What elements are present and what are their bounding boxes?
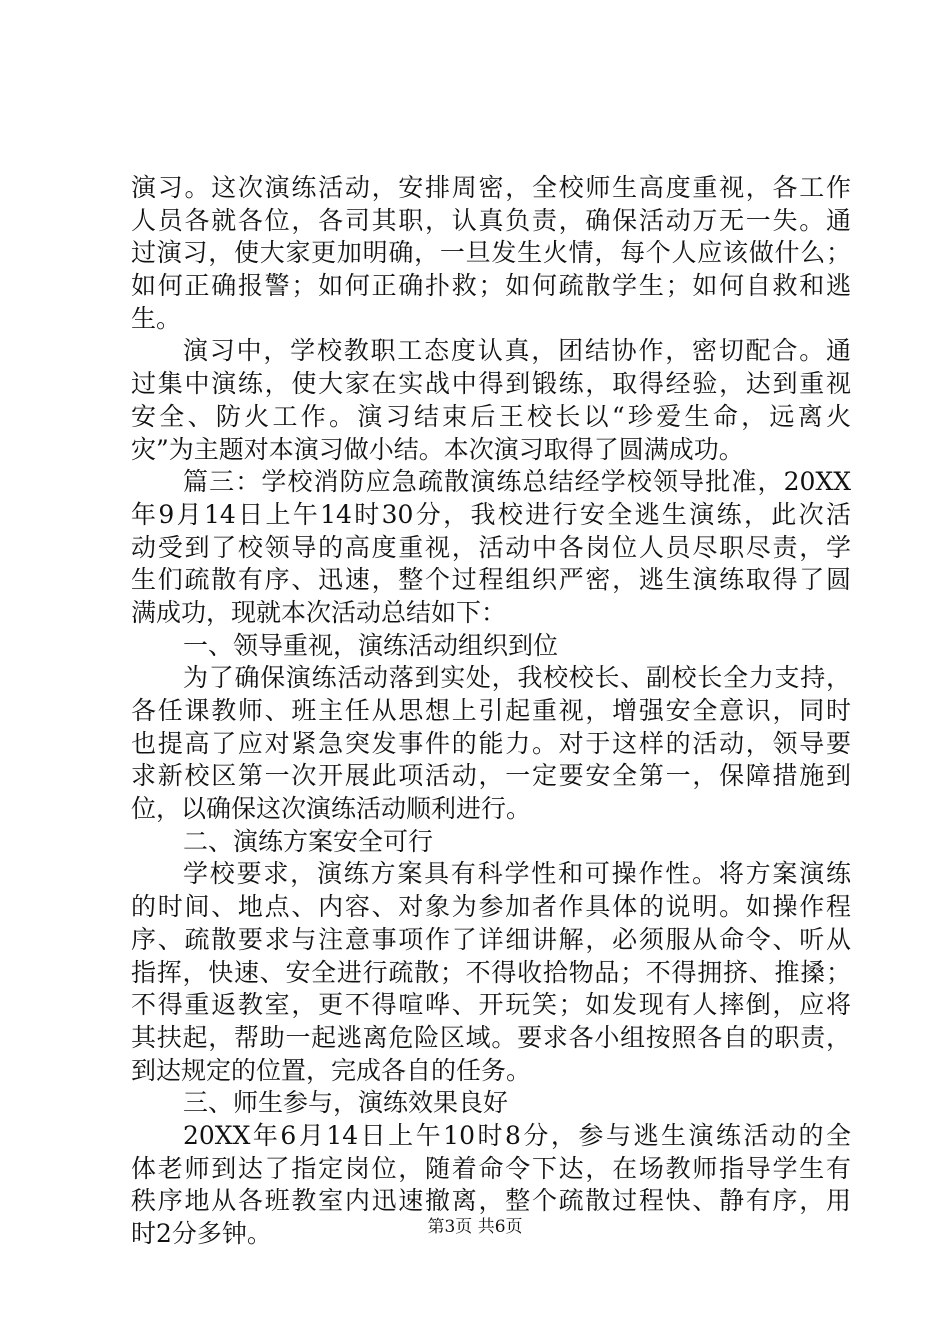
text-line: 序、疏散要求与注意事项作了详细讲解，必须服从命令、听从 (131, 924, 851, 954)
text-line: 动受到了校领导的高度重视，活动中各岗位人员尽职尽责，学 (131, 532, 851, 562)
text-line: 秩序地从各班教室内迅速撤离，整个疏散过程快、静有序，用 (131, 1186, 851, 1216)
text-line: 为了确保演练活动落到实处，我校校长、副校长全力支持， (183, 663, 851, 693)
text-line: 其扶起，帮助一起逃离危险区域。要求各小组按照各自的职责， (131, 1022, 851, 1052)
text-line: 篇三：学校消防应急疏散演练总结经学校领导批准，20XX (183, 467, 851, 497)
text-line: 安全、防火工作。演习结束后王校长以“珍爱生命，远离火 (131, 401, 851, 431)
section-heading: 三、师生参与，演练效果良好 (183, 1088, 509, 1118)
text-line: 求新校区第一次开展此项活动，一定要安全第一，保障措施到 (131, 761, 851, 791)
text-line: 不得重返教室，更不得喧哗、开玩笑；如发现有人摔倒，应将 (131, 990, 851, 1020)
text-line: 生。 (131, 303, 182, 333)
text-line: 年9月14日上午14时30分，我校进行安全逃生演练，此次活 (131, 499, 851, 529)
text-line: 演习中，学校教职工态度认真，团结协作，密切配合。通 (183, 336, 851, 366)
text-line: 指挥，快速、安全进行疏散；不得收拾物品；不得拥挤、推搡； (131, 957, 851, 987)
text-line: 体老师到达了指定岗位，随着命令下达，在场教师指导学生有 (131, 1153, 851, 1183)
text-line: 过集中演练，使大家在实战中得到锻练，取得经验，达到重视 (131, 369, 851, 399)
section-heading: 二、演练方案安全可行 (183, 826, 434, 856)
section-heading: 一、领导重视，演练活动组织到位 (183, 630, 559, 660)
text-line: 各任课教师、班主任从思想上引起重视，增强安全意识，同时 (131, 696, 851, 725)
text-line: 人员各就各位，各司其职，认真负责，确保活动万无一失。通 (131, 205, 851, 235)
text-line: 20XX年6月14日上午10时8分，参与逃生演练活动的全 (183, 1120, 851, 1150)
text-line: 灾”为主题对本演习做小结。本次演习取得了圆满成功。 (131, 434, 744, 464)
text-line: 的时间、地点、内容、对象为参加者作具体的说明。如操作程 (131, 892, 851, 922)
text-line: 时2分多钟。 (131, 1219, 272, 1248)
text-line: 生们疏散有序、迅速，整个过程组织严密，逃生演练取得了圆 (131, 565, 851, 595)
text-line: 学校要求，演练方案具有科学性和可操作性。将方案演练 (183, 859, 851, 889)
text-line: 满成功，现就本次活动总结如下： (131, 597, 507, 627)
text-line: 演习。这次演练活动，安排周密，全校师生高度重视，各工作 (131, 173, 851, 202)
page-number-footer: 第3页 共6页 (427, 1217, 523, 1237)
text-line: 也提高了应对紧急突发事件的能力。对于这样的活动，领导要 (131, 728, 851, 758)
text-line: 位，以确保这次演练活动顺利进行。 (131, 794, 532, 824)
text-line: 过演习，使大家更加明确，一旦发生火情，每个人应该做什么； (131, 238, 851, 268)
document-body (131, 172, 851, 1251)
text-line: 到达规定的位置，完成各自的任务。 (131, 1055, 532, 1085)
text-line: 如何正确报警；如何正确扑救；如何疏散学生；如何自救和逃 (131, 271, 851, 301)
